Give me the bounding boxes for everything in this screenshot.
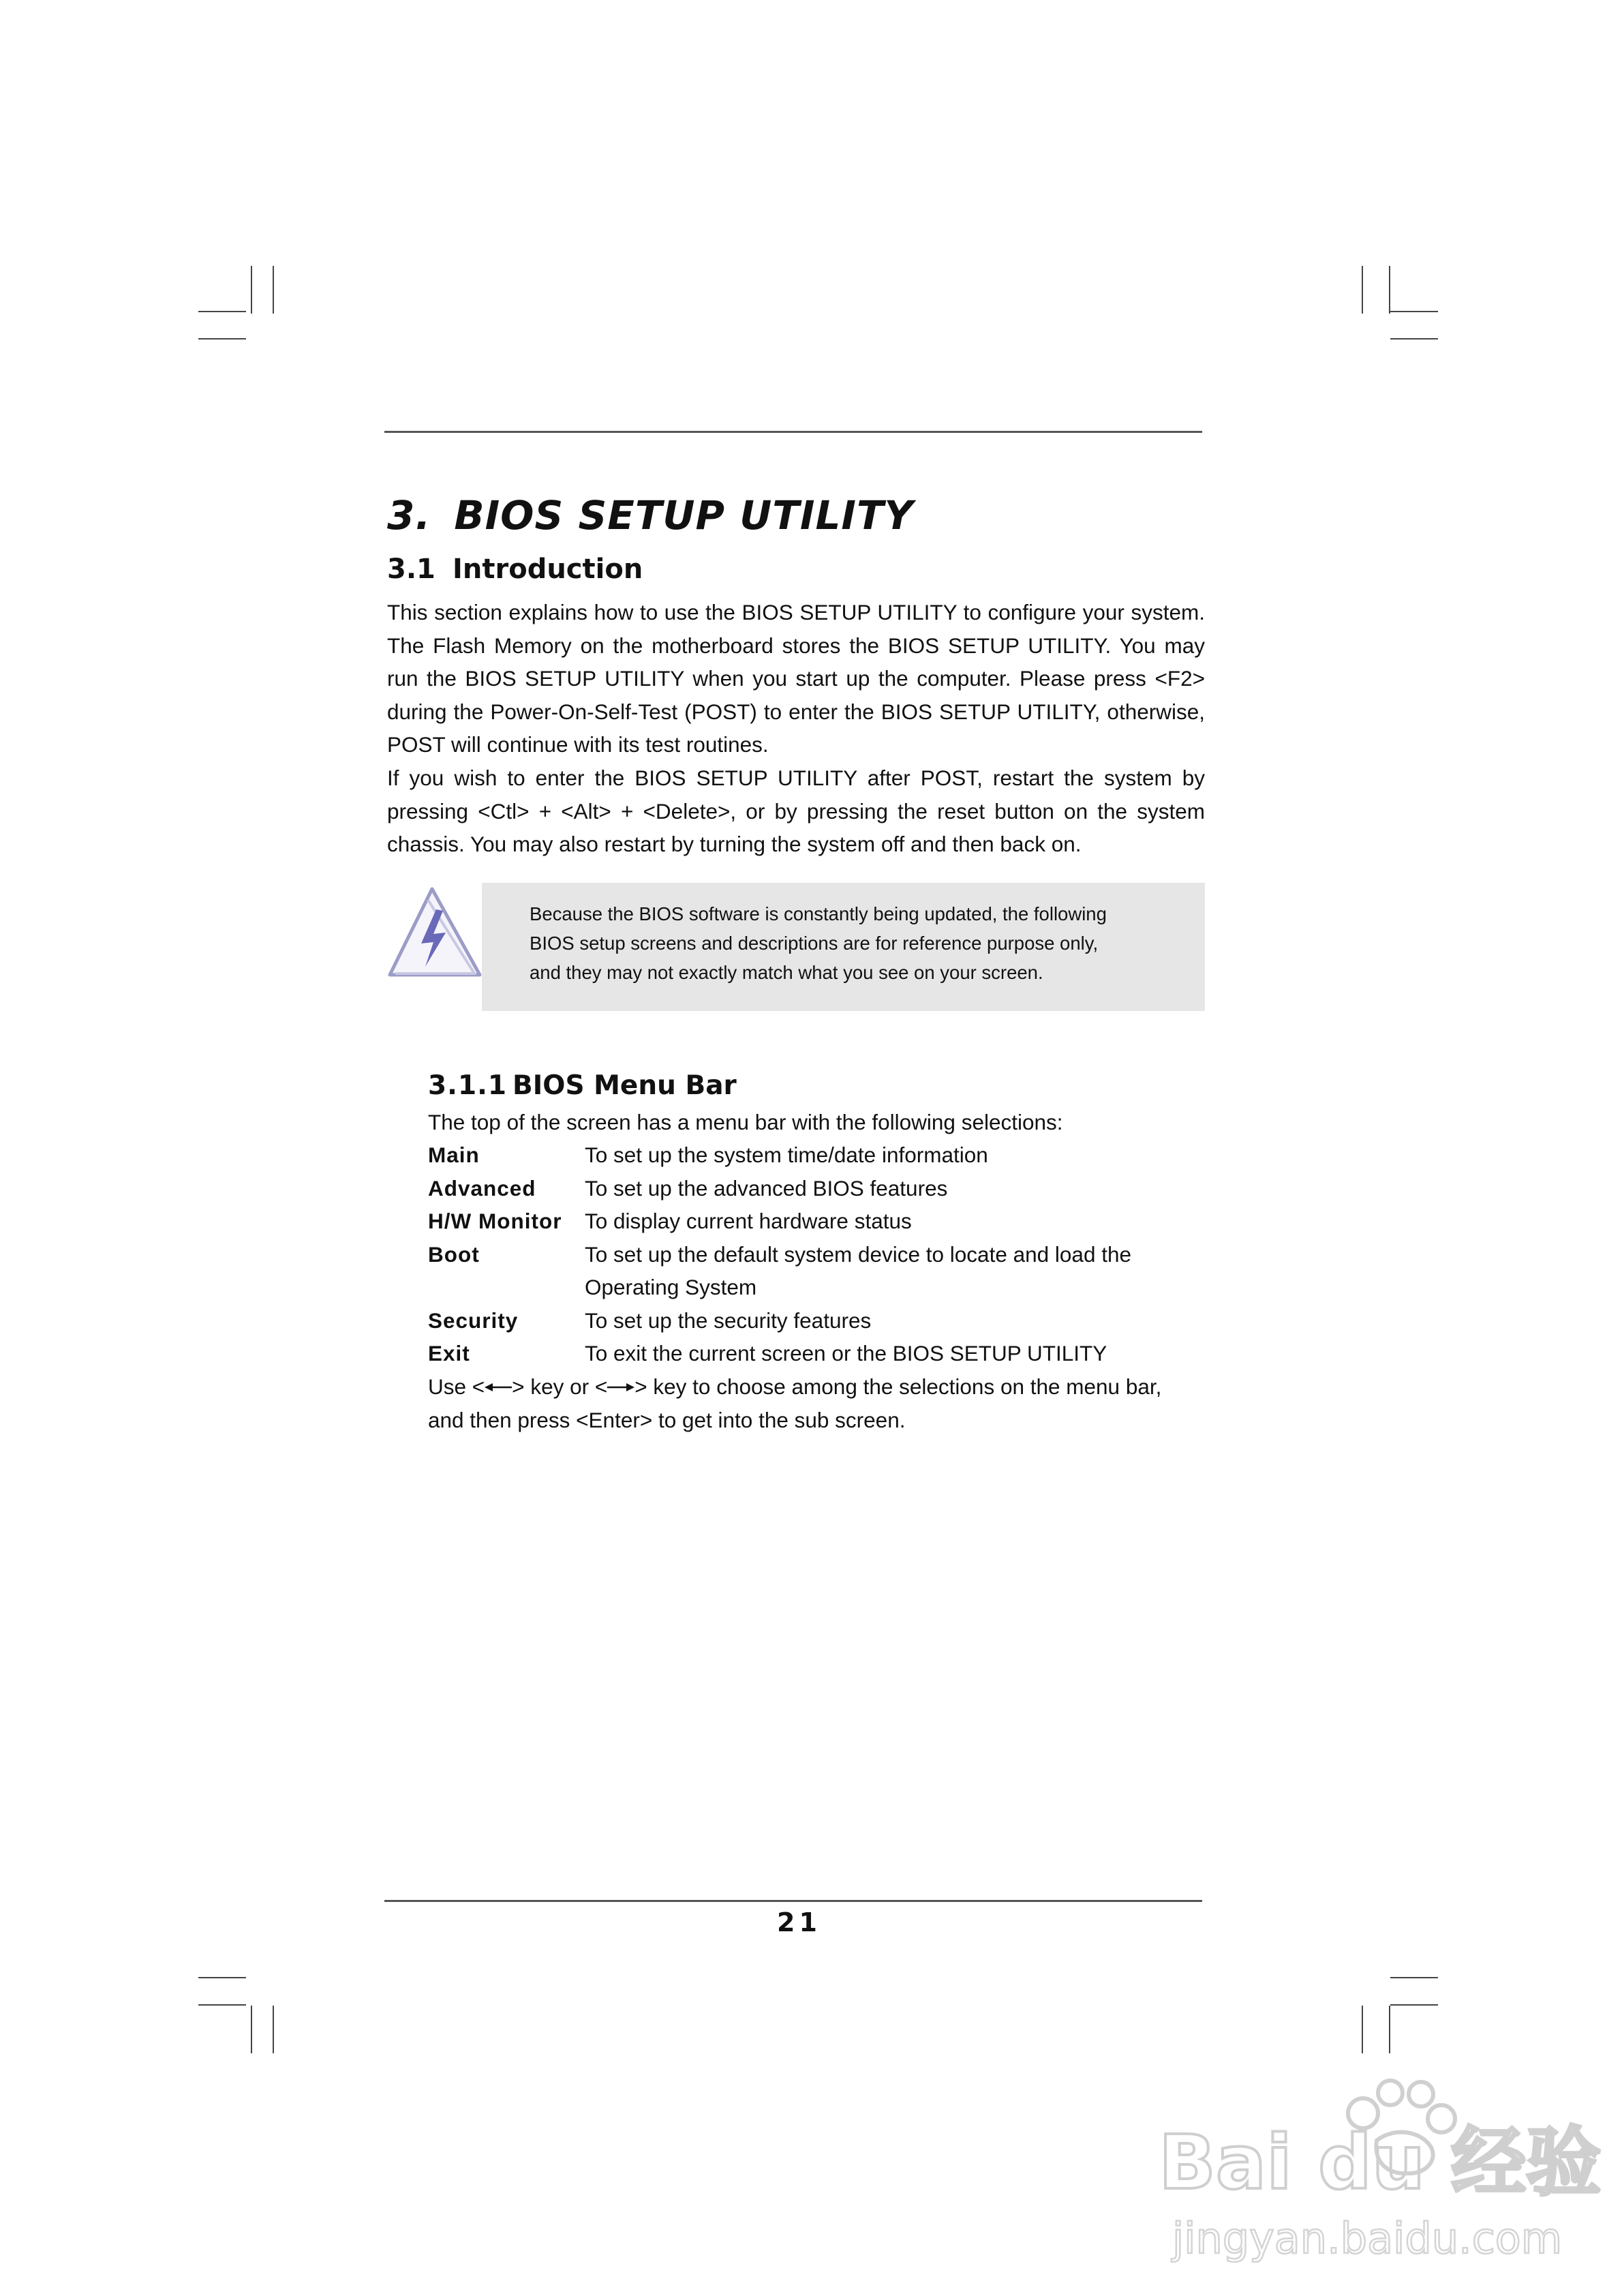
- header-rule: [384, 431, 1202, 433]
- menu-key: Advanced: [428, 1175, 536, 1200]
- right-arrow-icon: [607, 1382, 634, 1395]
- menu-key: H/W Monitor: [428, 1209, 562, 1233]
- chapter-title-text: BIOS SETUP UTILITY: [454, 492, 914, 539]
- menu-bar-table: [428, 1138, 1205, 1370]
- note-line-1: Because the BIOS software is constantly being updated, the following: [530, 903, 1107, 924]
- menu-key: Exit: [428, 1341, 470, 1365]
- menu-desc: To display current hardware status: [585, 1209, 912, 1233]
- section-title: Introduction: [453, 554, 643, 585]
- page-number: 21: [777, 1907, 821, 1937]
- menu-key: [428, 1271, 585, 1304]
- section-heading: [387, 554, 643, 585]
- menu-row-advanced: [428, 1172, 1205, 1205]
- nav-text-3: > key to choose among the selections on the menu bar,: [634, 1374, 1162, 1399]
- chapter-title: [387, 492, 914, 539]
- menu-row-security: [428, 1304, 1205, 1338]
- menu-key: Boot: [428, 1241, 480, 1267]
- menu-desc: To set up the default system device to locate and load the: [585, 1241, 1132, 1267]
- subsection-heading: [428, 1070, 737, 1101]
- menu-row-exit: [428, 1337, 1205, 1370]
- watermark-url: jingyan.baidu.com: [1172, 2214, 1563, 2263]
- baidu-watermark-logo: [1159, 2066, 1602, 2270]
- intro-paragraph-1: This section explains how to use the BIOS SETUP UTILITY to configure your system. The Flash Memory on the motherboard stores the BIOS SETUP UTILITY. You may run the BIOS SETUP UTILITY when you start up the computer. Please press <F2> during the Power-On-Self-Test (POST) to enter the BIOS SETUP UTILITY, otherwise, POST will continue with its test routines.: [387, 600, 1205, 757]
- menu-row-boot: [428, 1238, 1205, 1271]
- menu-desc: To set up the security features: [585, 1308, 872, 1333]
- menu-desc: To set up the system time/date information: [585, 1143, 988, 1167]
- left-arrow-icon: [485, 1382, 512, 1395]
- subsection-number: 3.1.1: [428, 1070, 508, 1101]
- nav-text-1: Use <: [428, 1374, 485, 1399]
- menu-desc: To exit the current screen or the BIOS SETUP UTILITY: [585, 1341, 1107, 1365]
- menu-nav-instructions: [428, 1370, 1161, 1404]
- menu-row-main: [428, 1138, 1205, 1172]
- menu-row-hw-monitor: [428, 1205, 1205, 1238]
- menu-nav-instructions-2: and then press <Enter> to get into the sub screen.: [428, 1408, 906, 1432]
- menu-key: Security: [428, 1308, 519, 1333]
- intro-paragraph-2: If you wish to enter the BIOS SETUP UTILITY after POST, restart the system by pressing <Ctl> + <Alt> + <Delete>, or by pressing the reset button on the system chassis. You may also restart by turning the system off and then back on.: [387, 766, 1205, 856]
- watermark-brand: Bai du 经验: [1159, 2119, 1602, 2206]
- note-line-3: and they may not exactly match what you see on your screen.: [530, 962, 1043, 983]
- note-text: [530, 899, 1184, 987]
- footer-rule: [384, 1900, 1202, 1902]
- menu-desc: Operating System: [585, 1275, 757, 1299]
- menu-desc: To set up the advanced BIOS features: [585, 1175, 948, 1200]
- warning-triangle-icon: [386, 885, 483, 980]
- subsection-title: BIOS Menu Bar: [512, 1070, 737, 1101]
- note-box: [482, 883, 1205, 1011]
- menu-key: Main: [428, 1143, 480, 1167]
- section-number: 3.1: [387, 554, 435, 585]
- menu-row-boot-continued: [428, 1271, 1205, 1304]
- nav-text-2: > key or <: [512, 1374, 608, 1399]
- menu-bar-lead: The top of the screen has a menu bar with the following selections:: [428, 1110, 1063, 1134]
- note-line-2: BIOS setup screens and descriptions are for reference purpose only,: [530, 933, 1099, 954]
- chapter-number: 3.: [387, 492, 431, 539]
